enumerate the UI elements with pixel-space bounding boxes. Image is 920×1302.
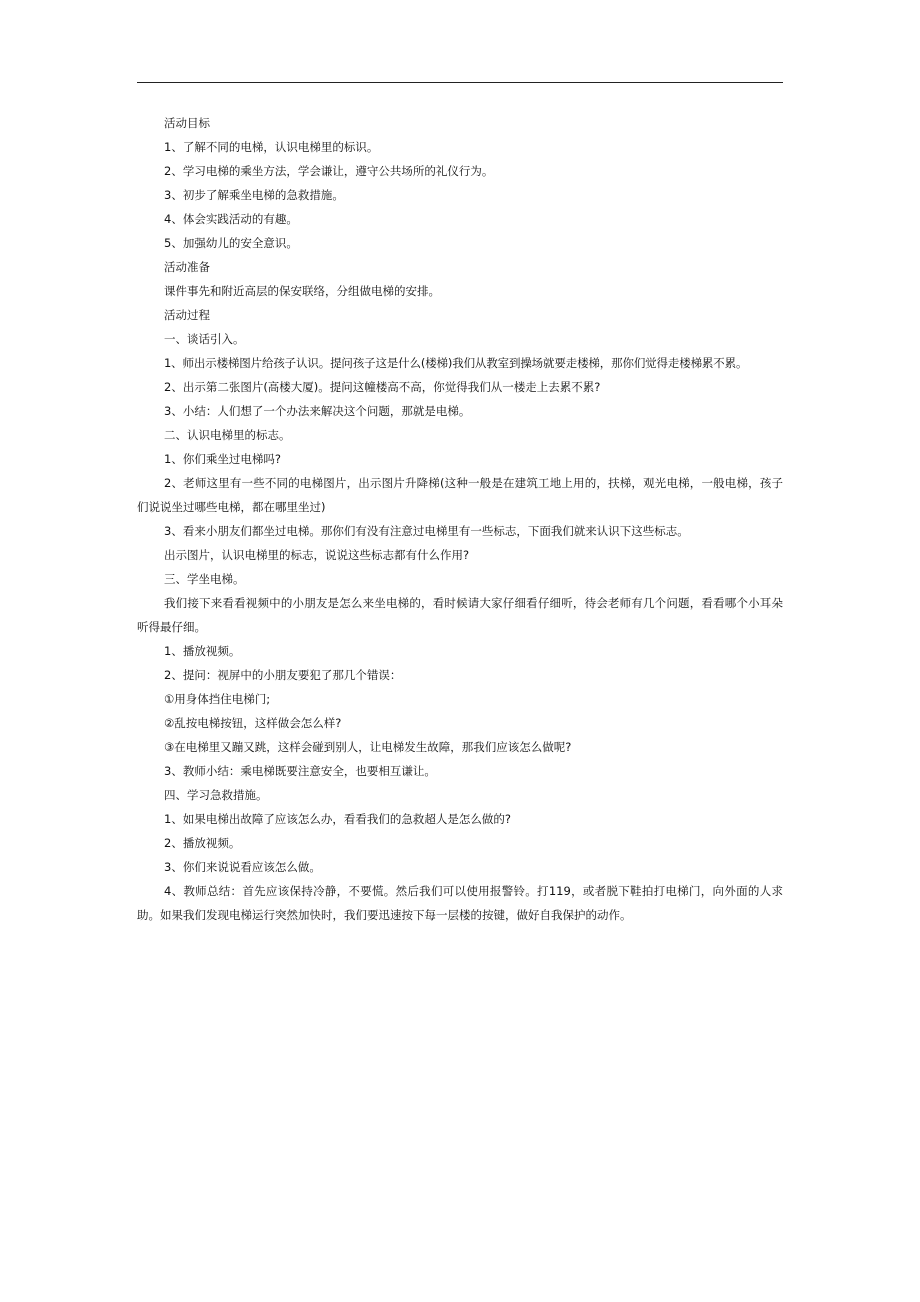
paragraph: 3、教师小结：乘电梯既要注意安全，也要相互谦让。 xyxy=(164,764,436,778)
paragraph: 1、师出示楼梯图片给孩子认识。提问孩子这是什么(楼梯)我们从教室到操场就要走楼梯，那你们觉得走楼梯累不累。 xyxy=(164,356,748,370)
step-heading: 三、学坐电梯。 xyxy=(164,572,245,586)
paragraph: 1、你们乘坐过电梯吗? xyxy=(164,452,281,466)
paragraph: 3、你们来说说看应该怎么做。 xyxy=(164,860,321,874)
step-heading: 一、谈话引入。 xyxy=(164,332,245,346)
paragraph: 2、出示第二张图片(高楼大厦)。提问这幢楼高不高，你觉得我们从一楼走上去累不累? xyxy=(164,380,601,394)
preparation-text: 课件事先和附近高层的保安联络，分组做电梯的安排。 xyxy=(164,284,440,298)
step-heading: 四、学习急救措施。 xyxy=(164,788,268,802)
paragraph: 2、老师这里有一些不同的电梯图片，出示图片升降梯(这种一般是在建筑工地上用的，扶梯，观光电梯，一般电梯，孩子们说说坐过哪些电梯，都在哪里坐过) xyxy=(137,476,783,514)
paragraph: 2、提问：视屏中的小朋友要犯了那几个错误： xyxy=(164,668,402,682)
paragraph: 出示图片，认识电梯里的标志，说说这些标志都有什么作用? xyxy=(164,548,470,562)
goal-item: 3、初步了解乘坐电梯的急救措施。 xyxy=(164,188,344,202)
paragraph: 2、播放视频。 xyxy=(164,836,241,850)
paragraph: 4、教师总结：首先应该保持冷静，不要慌。然后我们可以使用报警铃。打119，或者脱下鞋拍打电梯门，向外面的人求助。如果我们发现电梯运行突然加快时，我们要迅速按下每一层楼的按键，做好自我保护的动作。 xyxy=(137,884,783,922)
paragraph: 1、播放视频。 xyxy=(164,644,241,658)
paragraph: 我们接下来看看视频中的小朋友是怎么来坐电梯的，看时候请大家仔细看仔细听，待会老师有几个问题，看看哪个小耳朵听得最仔细。 xyxy=(137,596,783,634)
list-item: ②乱按电梯按钮，这样做会怎么样? xyxy=(164,716,342,730)
header-rule xyxy=(137,82,783,83)
document-body xyxy=(137,111,783,927)
section-heading-preparation: 活动准备 xyxy=(164,260,210,274)
section-heading-process: 活动过程 xyxy=(164,308,210,322)
goal-item: 2、学习电梯的乘坐方法，学会谦让，遵守公共场所的礼仪行为。 xyxy=(164,164,494,178)
list-item: ①用身体挡住电梯门; xyxy=(164,692,271,706)
goal-item: 1、了解不同的电梯，认识电梯里的标识。 xyxy=(164,140,379,154)
goal-item: 4、体会实践活动的有趣。 xyxy=(164,212,298,226)
paragraph: 3、看来小朋友们都坐过电梯。那你们有没有注意过电梯里有一些标志，下面我们就来认识下这些标志。 xyxy=(164,524,689,538)
section-heading-goals: 活动目标 xyxy=(164,116,210,130)
goal-item: 5、加强幼儿的安全意识。 xyxy=(164,236,298,250)
step-heading: 二、认识电梯里的标志。 xyxy=(164,428,291,442)
paragraph: 3、小结：人们想了一个办法来解决这个问题，那就是电梯。 xyxy=(164,404,471,418)
list-item: ③在电梯里又蹦又跳，这样会碰到别人，让电梯发生故障，那我们应该怎么做呢? xyxy=(164,740,572,754)
paragraph: 1、如果电梯出故障了应该怎么办，看看我们的急救超人是怎么做的? xyxy=(164,812,511,826)
